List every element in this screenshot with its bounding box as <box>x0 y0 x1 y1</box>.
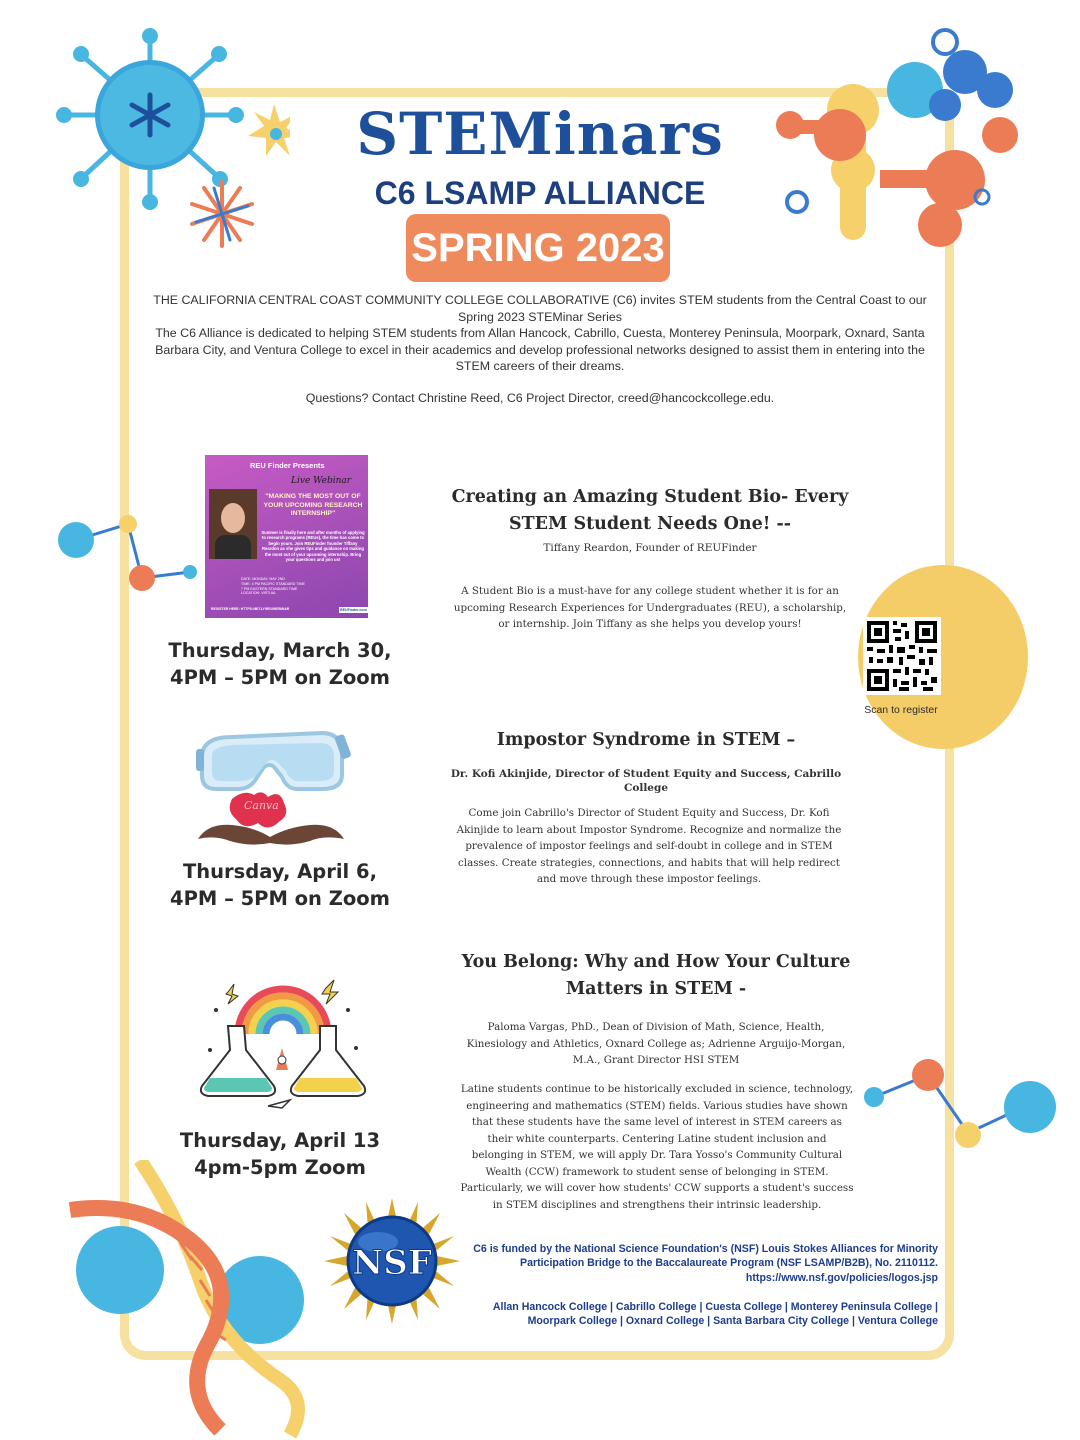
event-1-date <box>150 637 410 691</box>
scan-to-register-label: Scan to register <box>864 704 938 716</box>
dna-decoration <box>60 1160 320 1440</box>
flyer-brand: REUFinder.com <box>340 608 367 612</box>
event-3-speaker: Paloma Vargas, PhD., Dean of Division of Math, Science, Health, Kinesiology and Athletics, Oxnard College as; Adrienne Arguijo-Morgan, M.A., Grant Director HSI STEM <box>466 1021 846 1066</box>
event-1-title <box>440 484 860 538</box>
flyer-details: DATE: MONDAY, MAY 2ND TIME: 4 PM PACIFIC STANDARD TIME 7 PM EASTERN STANDARD TIME LOCATION: VIRTUAL <box>241 577 305 596</box>
event-2-title: Impostor Syndrome in STEM – <box>496 730 796 750</box>
nsf-logo-text: NSF <box>352 1243 432 1283</box>
canva-watermark: Canva <box>244 799 279 812</box>
event-3-title-line-2: Matters in STEM - <box>565 979 747 999</box>
flyer-register: REGISTER HERE: HTTPS://BIT.LY/REUWEBINAR <box>211 607 290 611</box>
presenter-photo <box>209 489 257 559</box>
event-2-description: Come join Cabrillo's Director of Student Equity and Success, Dr. Kofi Akinjide to learn about Impostor Syndrome. Recognize and normalize the prevalence of impostor feelings and self-doubt in college and in STEM classes. Create strategies, connections, and habits that will help redirect and move through these impostor feelings. <box>456 807 842 885</box>
molecule-right-decoration <box>860 1055 1060 1155</box>
event-1-title-line-2: STEM Student Needs One! -- <box>508 514 792 534</box>
season-badge: SPRING 2023 <box>406 214 670 282</box>
event-2-date-time: 4PM – 5PM on Zoom <box>170 887 390 910</box>
colleges-list: Allan Hancock College | Cabrillo College | Cuesta College | Monterey Peninsula College | Moorpark College | Oxnard College | Santa Barbara City College | Ventura College <box>492 1301 938 1328</box>
event-1-date-day: Thursday, March 30, <box>168 639 392 662</box>
qr-code[interactable] <box>863 617 941 695</box>
event-3-description: Latine students continue to be historically excluded in science, technology, engineering and mathematics (STEM) fields. Various studies have shown that these students have the same level of interest in STEM careers as their white counterparts. Centering Latine student inclusion and belonging in STEM, we will apply Dr. Tara Yosso's Community Cultural Wealth (CCW) framework to student sense of belonging in STEM. Particularly, we will cover how students' CCW supports a student's success in STEM disciplines and strengthens their intrinsic leadership. <box>460 1083 854 1211</box>
goggles-mustache-image <box>192 727 352 852</box>
alliance-subtitle: C6 LSAMP ALLIANCE <box>374 175 706 211</box>
event-3-date-day: Thursday, April 13 <box>179 1129 381 1152</box>
event-1-title-line-1: Creating an Amazing Student Bio- Every <box>451 487 849 507</box>
flyer-headline: "MAKING THE MOST OUT OF YOUR UPCOMING RESEARCH INTERNSHIP" <box>263 493 363 518</box>
flyer-presenter: REU Finder Presents <box>250 461 325 470</box>
intro-paragraph-2: The C6 Alliance is dedicated to helping STEM students from Allan Hancock, Cabrillo, Cuesta, Monterey Peninsula, Moorpark, Oxnard, Santa Barbara City, and Ventura College to excel in their academics and develop professional networks designed to assist them in entering into the STEM careers of their dreams. <box>155 326 925 373</box>
event-2-date-day: Thursday, April 6, <box>182 860 377 883</box>
rainbow-flasks-image <box>198 970 368 1115</box>
event-3-title <box>440 949 872 1003</box>
contact-line[interactable]: Questions? Contact Christine Reed, C6 Project Director, creed@hancockcollege.edu. <box>305 391 775 405</box>
event-2-date <box>150 858 410 912</box>
funding-statement: C6 is funded by the National Science Foundation's (NSF) Louis Stokes Alliances for Minority Participation Bridge to the Baccalaureate Program (NSF LSAMP/B2B), No. 2110112. https://www.nsf.gov/policies/logos.jsp <box>473 1243 938 1284</box>
event-2-speaker: Dr. Kofi Akinjide, Director of Student Equity and Success, Cabrillo College <box>450 768 842 794</box>
molecule-left-decoration <box>50 510 200 600</box>
event-1-description: A Student Bio is a must-have for any college student whether it is for an upcoming Research Experiences for Undergraduates (REU), a scholarship, or internship. Join Tiffany as she helps you develop yours! <box>453 585 847 630</box>
nsf-logo <box>322 1196 462 1326</box>
intro-paragraph-1: THE CALIFORNIA CENTRAL COAST COMMUNITY COLLEGE COLLABORATIVE (C6) invites STEM students from the Central Coast to our Spring 2023 STEMinar Series <box>153 293 927 324</box>
flyer-kind: Live Webinar <box>291 476 352 486</box>
event-3-title-line-1: You Belong: Why and How Your Culture <box>461 952 851 972</box>
webinar-flyer-image <box>205 455 368 618</box>
flyer-blurb: Summer is finally here and after months of applying to research programs (REUs), the time has come to begin yours. Join REUFinder founder Tiffany Reardon as she gives tips and guidance on making the most out of your upcoming internship. Bring your questions and join us! <box>261 530 365 563</box>
intro-text <box>142 292 938 375</box>
event-1-date-time: 4PM – 5PM on Zoom <box>170 666 390 689</box>
page-title: STEMinars <box>356 100 724 168</box>
event-1-speaker: Tiffany Reardon, Founder of REUFinder <box>543 542 757 554</box>
event-3-date-time: 4pm-5pm Zoom <box>194 1156 366 1179</box>
